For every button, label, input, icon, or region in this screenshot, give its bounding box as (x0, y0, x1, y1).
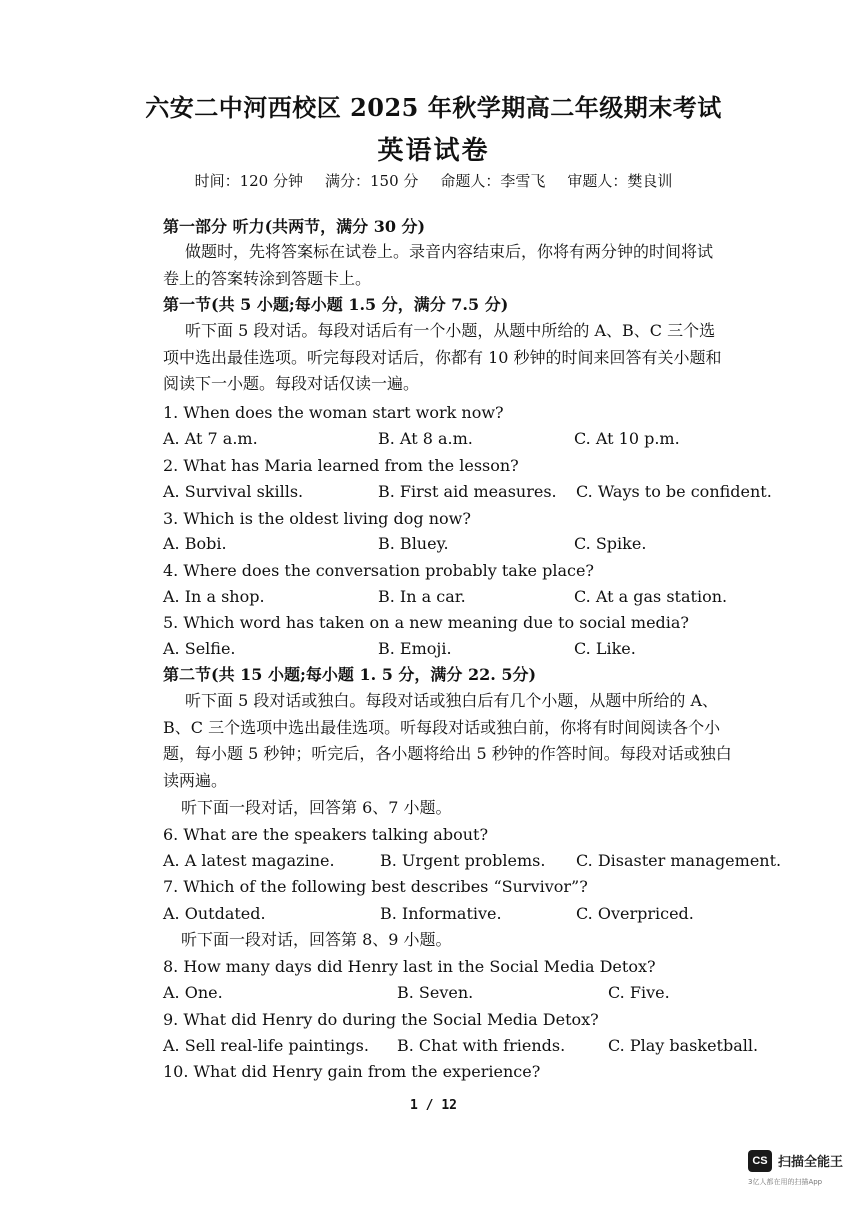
question-stem: 3. Which is the oldest living dog now? (163, 509, 471, 528)
watermark-name: 扫描全能王 (778, 1155, 844, 1170)
option-a: A. One. (163, 983, 223, 1002)
meta-author: 命题人：李雪飞 (440, 172, 546, 190)
option-a: A. A latest magazine. (163, 851, 335, 870)
question-stem: 1. When does the woman start work now? (163, 403, 504, 422)
option-b: B. Seven. (397, 983, 474, 1002)
meta-score: 满分：150 分 (324, 172, 419, 190)
question-stem: 2. What has Maria learned from the lesson? (163, 456, 519, 475)
meta-reviewer: 审题人：樊良训 (567, 172, 673, 190)
option-c: C. At a gas station. (574, 587, 728, 606)
meta-time: 时间：120 分钟 (194, 172, 303, 190)
exam-meta (0, 170, 867, 191)
watermark-tagline: 3亿人都在用的扫描App (748, 1178, 823, 1186)
exam-title: 六安二中河西校区 2025 年秋学期高二年级期末考试 (145, 93, 722, 122)
option-b: B. Chat with friends. (397, 1036, 566, 1055)
section1-instruction: 听下面 5 段对话。每段对话后有一个小题，从题中所给的 A、B、C 三个选 项中选出最佳选项。听完每段对话后，你都有 10 秒钟的时间来回答有关小题和 阅读下一小题。每段对话仅读一遍。 (163, 321, 722, 393)
scanner-watermark (748, 1150, 858, 1190)
section2-instruction: 听下面 5 段对话或独白。每段对话或独白后有几个小题，从题中所给的 A、 B、C 三个选项中选出最佳选项。听每段对话或独白前，你将有时间阅读各个小 题，每小题 5 秒钟；听完后，各小题将给出 5 秒钟的作答时间。每段对话或独白 读两遍。 (163, 691, 732, 790)
part1-instruction: 做题时，先将答案标在试卷上。录音内容结束后，你将有两分钟的时间将试 卷上的答案转涂到答题卡上。 (163, 242, 714, 288)
option-c: C. Disaster management. (576, 851, 782, 870)
question-stem: 10. What did Henry gain from the experience? (163, 1062, 541, 1081)
option-a: A. In a shop. (163, 587, 265, 606)
group-instruction: 听下面一段对话，回答第 8、9 小题。 (181, 930, 452, 949)
option-c: C. Spike. (574, 534, 647, 553)
question-stem: 9. What did Henry do during the Social Media Detox? (163, 1010, 599, 1029)
option-a: A. Survival skills. (163, 482, 304, 501)
page-number: 1 / 12 (410, 1098, 457, 1113)
option-c: C. Overpriced. (576, 904, 694, 923)
option-c: C. Ways to be confident. (576, 482, 772, 501)
exam-subtitle: 英语试卷 (377, 136, 490, 166)
question-stem: 8. How many days did Henry last in the Social Media Detox? (163, 957, 656, 976)
question-stem: 7. Which of the following best describes “Survivor”? (163, 877, 588, 896)
option-c: C. At 10 p.m. (574, 429, 680, 448)
option-c: C. Like. (574, 639, 636, 658)
option-a: A. At 7 a.m. (163, 429, 258, 448)
part1-heading: 第一部分 听力(共两节，满分 30 分) (163, 217, 426, 236)
option-a: A. Sell real-life paintings. (163, 1036, 369, 1055)
option-b: B. At 8 a.m. (378, 429, 473, 448)
question-stem: 5. Which word has taken on a new meaning due to social media? (163, 613, 690, 632)
option-b: B. Bluey. (378, 534, 449, 553)
group-instruction: 听下面一段对话，回答第 6、7 小题。 (181, 798, 452, 817)
option-a: A. Bobi. (163, 534, 227, 553)
option-a: A. Selfie. (163, 639, 236, 658)
option-b: B. Urgent problems. (380, 851, 546, 870)
question-stem: 4. Where does the conversation probably take place? (163, 561, 594, 580)
option-b: B. Informative. (380, 904, 502, 923)
section2-heading: 第二节(共 15 小题;每小题 1. 5 分，满分 22. 5分) (163, 665, 537, 684)
option-b: B. Emoji. (378, 639, 452, 658)
option-a: A. Outdated. (163, 904, 266, 923)
option-b: B. In a car. (378, 587, 466, 606)
camscanner-logo-icon: CS (748, 1150, 772, 1172)
question-stem: 6. What are the speakers talking about? (163, 825, 489, 844)
option-b: B. First aid measures. (378, 482, 557, 501)
section1-heading: 第一节(共 5 小题;每小题 1.5 分，满分 7.5 分) (163, 295, 509, 314)
option-c: C. Five. (608, 983, 670, 1002)
option-c: C. Play basketball. (608, 1036, 759, 1055)
